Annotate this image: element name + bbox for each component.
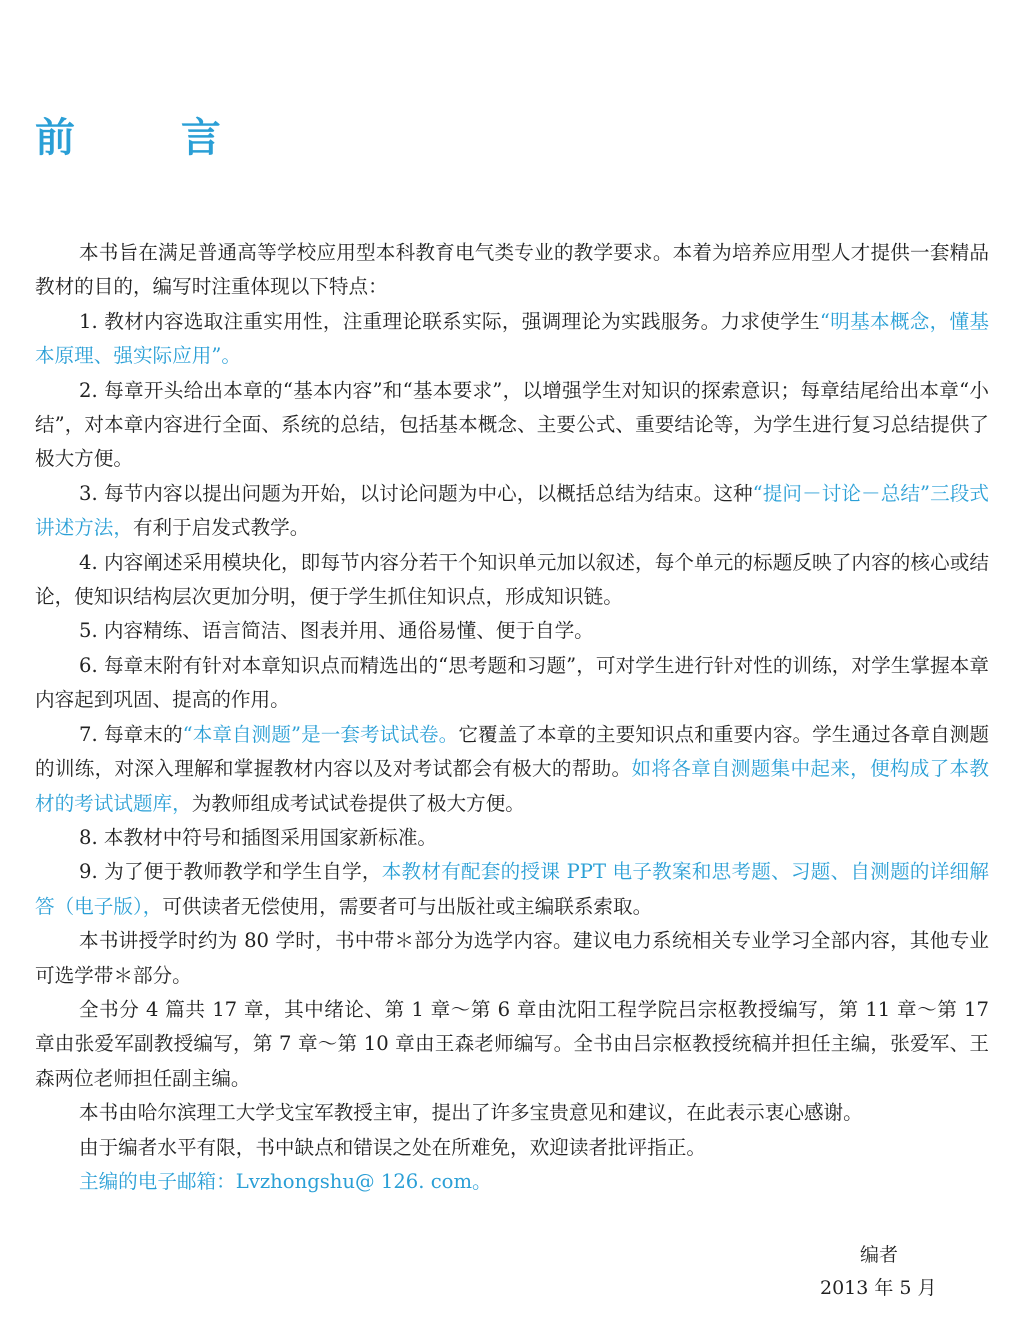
paragraph-point-9 [35,855,989,924]
page-title: 前 言 [35,115,267,161]
point-7-highlight: “本章自测题”是一套考试试卷。 [182,722,459,746]
paragraph-hours: 本书讲授学时约为 80 学时，书中带＊部分为选学内容。建议电力系统相关专业学习全部内容，其他专业可选学带＊部分。 [35,929,989,987]
paragraph-point-1 [35,305,989,374]
point-1-text: 1. 教材内容选取注重实用性，注重理论联系实际，强调理论为实践服务。力求使学生 [79,309,820,333]
point-3-text: 3. 每节内容以提出问题为开始，以讨论问题为中心，以概括总结为结束。这种 [79,481,753,505]
paragraph-point-6: 6. 每章末附有针对本章知识点而精选出的“思考题和习题”，可对学生进行针对性的训练，对学生掌握本章内容起到巩固、提高的作用。 [35,653,989,712]
date: 2013 年 5 月 [820,1277,937,1299]
preface-body [35,236,989,1199]
paragraph-email: 主编的电子邮箱：Lvzhongshu@ 126. com。 [79,1169,492,1193]
paragraph-thanks: 本书由哈尔滨理工大学戈宝军教授主审，提出了许多宝贵意见和建议，在此表示衷心感谢。 [79,1101,863,1125]
point-3-highlight: “提问－讨论－总结”三段式讲述方法， [35,481,989,540]
point-9-tail: 可供读者无偿使用，需要者可与出版社或主编联系索取。 [162,894,653,918]
paragraph-point-2: 2. 每章开头给出本章的“基本内容”和“基本要求”，以增强学生对知识的探索意识；每章结尾给出本章“小结”，对本章内容进行全面、系统的总结，包括基本概念、主要公式、重要结论等，为学生进行复习总结提供了极大方便。 [35,378,989,471]
paragraph-point-5: 5. 内容精练、语言简洁、图表并用、通俗易懂、便于自学。 [79,619,594,643]
paragraph-authors: 全书分 4 篇共 17 章，其中绪论、第 1 章～第 6 章由沈阳工程学院吕宗枢教授编写，第 11 章～第 17 章由张爱军副教授编写，第 7 章～第 10 章由王森老师编写。全书由吕宗枢教授统稿并担任主编，张爱军、王森两位老师担任副主编。 [35,997,989,1090]
point-7-middle: 它覆盖了本章的主要知识点和重要内容。学生通过各章自测题的训练，对深入理解和掌握教材内容以及对考试都会有极大的帮助。 [35,722,989,781]
point-1-highlight: “明基本概念，懂基本原理、强实际应用”。 [35,309,989,368]
point-9-text: 9. 为了便于教师教学和学生自学， [79,860,382,884]
paragraph-point-7 [35,718,989,821]
point-7-highlight-2: 如将各章自测题集中起来，便构成了本教材的考试试题库， [35,757,990,815]
point-7-tail: 为教师组成考试试卷提供了极大方便。 [191,791,525,815]
paragraph-point-8: 8. 本教材中符号和插图采用国家新标准。 [79,825,438,849]
point-7-text: 7. 每章末的 [79,722,183,746]
signature: 编者 [860,1244,899,1266]
point-3-tail: 有利于启发式教学。 [132,516,310,540]
paragraph-apology: 由于编者水平有限，书中缺点和错误之处在所难免，欢迎读者批评指正。 [79,1135,706,1159]
point-9-highlight: 本教材有配套的授课 PPT 电子教案和思考题、习题、自测题的详细解答（电子版）， [35,860,989,918]
paragraph-point-3 [35,477,989,546]
paragraph-point-4: 4. 内容阐述采用模块化，即每节内容分若干个知识单元加以叙述，每个单元的标题反映了内容的核心或结论，使知识结构层次更加分明，便于学生抓住知识点，形成知识链。 [35,550,989,609]
paragraph-intro: 本书旨在满足普通高等学校应用型本科教育电气类专业的教学要求。本着为培养应用型人才提供一套精品教材的目的，编写时注重体现以下特点： [35,241,989,299]
